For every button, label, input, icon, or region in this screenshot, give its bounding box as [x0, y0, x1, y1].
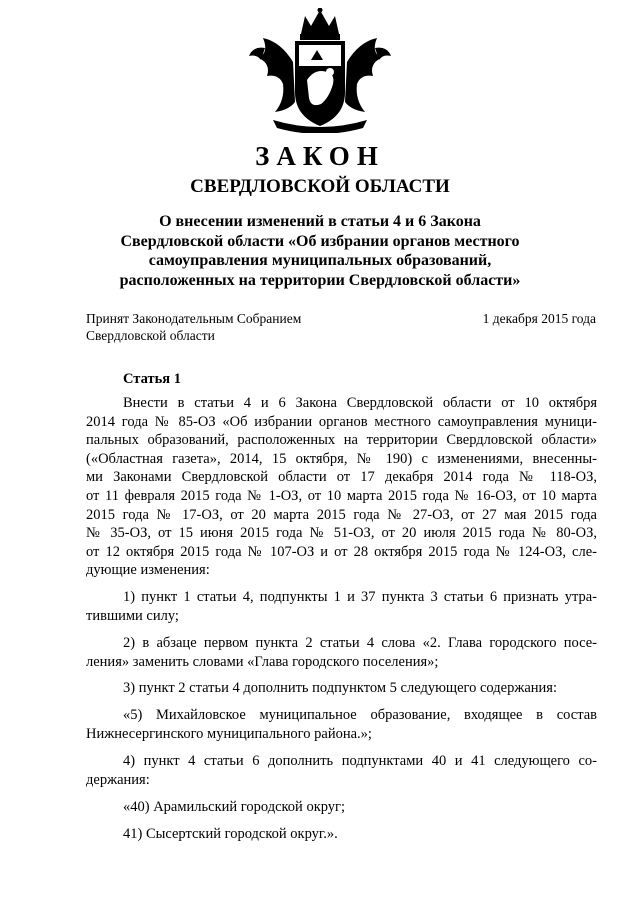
- text-line: Нижнесергинского муниципального района.»;: [86, 726, 372, 743]
- text-line: 4) пункт 4 статьи 6 дополнить подпунктами 40 и 41 следующего со-: [123, 753, 597, 770]
- coat-of-arms-emblem: [245, 8, 395, 133]
- paragraph-intro: [86, 394, 597, 580]
- adopted-date: 1 декабря 2015 года: [482, 311, 596, 326]
- text-line: держания:: [86, 771, 150, 788]
- paragraph-item-4: [86, 752, 597, 789]
- paragraph-item-3: [86, 679, 597, 698]
- adopted-by: [86, 310, 301, 344]
- text-line: «40) Арамильский городской округ;: [123, 798, 346, 815]
- text-line: «5) Михайловское муниципальное образование, входящее в состав: [123, 707, 597, 724]
- law-heading: [95, 212, 545, 290]
- text-line: ления» заменить словами «Глава городского поселения»;: [86, 653, 439, 670]
- article-body: [86, 394, 597, 852]
- heading-line: расположенных на территории Свердловской области»: [119, 271, 521, 289]
- paragraph-item-4-content-41: [86, 825, 597, 844]
- text-line: тившими силу;: [86, 607, 179, 624]
- document-title: ЗАКОН: [255, 141, 385, 171]
- text-line: от 12 октября 2015 года № 107-ОЗ и от 28 октября 2015 года № 124-ОЗ, сле-: [86, 543, 597, 560]
- adopted-by-line: Принят Законодательным Собранием: [86, 311, 302, 326]
- text-line: 2015 года № 17-ОЗ, от 20 марта 2015 года № 27-ОЗ, от 27 мая 2015 года: [86, 506, 597, 523]
- text-line: 1) пункт 1 статьи 4, подпункты 1 и 37 пункта 3 статьи 6 признать утра-: [123, 589, 597, 606]
- paragraph-item-4-content-40: [86, 798, 597, 817]
- article-title: Статья 1: [123, 371, 181, 387]
- text-line: 2014 года № 85-ОЗ «Об избрании органов местного самоуправления муници-: [86, 413, 597, 430]
- heading-line: Свердловской области «Об избрании органов местного: [120, 232, 520, 250]
- text-line: Внести в статьи 4 и 6 Закона Свердловской области от 10 октября: [123, 395, 597, 411]
- text-line: («Областная газета», 2014, 15 октября, № 190) с изменениями, внесенны-: [86, 450, 597, 467]
- paragraph-item-1: [86, 588, 597, 625]
- text-line: 2) в абзаце первом пункта 2 статьи 4 слова «2. Глава городского посе-: [123, 634, 597, 651]
- paragraph-item-2: [86, 634, 597, 671]
- text-line: 3) пункт 2 статьи 4 дополнить подпунктом 5 следующего содержания:: [123, 680, 557, 697]
- text-line: пальных образований, расположенных на территории Свердловской области»: [86, 432, 597, 449]
- document-subtitle: СВЕРДЛОВСКОЙ ОБЛАСТИ: [190, 176, 450, 197]
- adopted-by-line: Свердловской области: [86, 328, 215, 343]
- text-line: ми Законами Свердловской области от 17 декабря 2014 года № 118-ОЗ,: [86, 469, 597, 486]
- paragraph-item-3-content: [86, 706, 597, 743]
- text-line: 41) Сысертский городской округ.».: [123, 825, 338, 842]
- text-line: от 11 февраля 2015 года № 1-ОЗ, от 10 марта 2015 года № 16-ОЗ, от 10 марта: [86, 487, 597, 504]
- text-line: № 35-ОЗ, от 15 июня 2015 года № 51-ОЗ, от 20 июля 2015 года № 80-ОЗ,: [86, 525, 597, 542]
- heading-line: О внесении изменений в статьи 4 и 6 Закона: [159, 213, 481, 230]
- heading-line: самоуправления муниципальных образований,: [148, 252, 492, 269]
- text-line: дующие изменения:: [86, 562, 210, 579]
